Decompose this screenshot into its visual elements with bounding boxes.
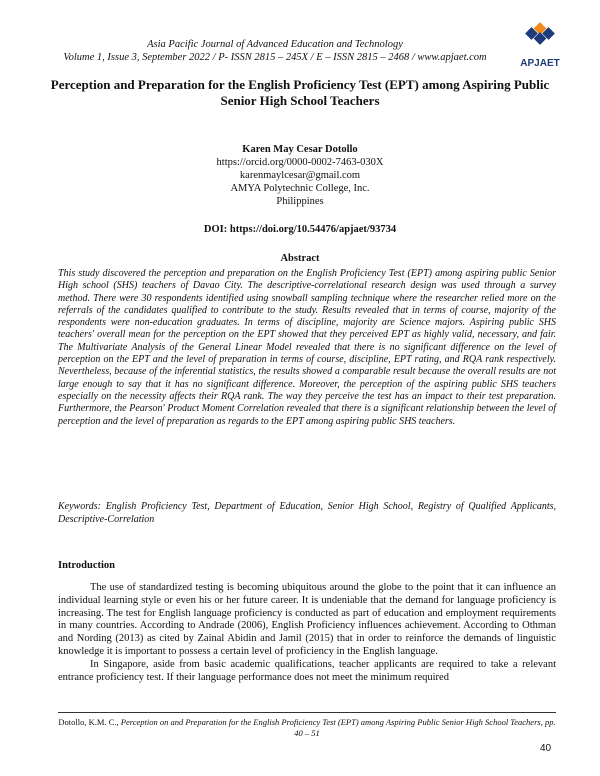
author-name: Karen May Cesar Dotollo (242, 144, 358, 155)
abstract-heading: Abstract (280, 253, 320, 264)
paper-title: Perception and Preparation for the English Proficiency Test (EPT) among Aspiring Public Senior High School Teachers (50, 77, 550, 108)
paragraph: In Singapore, aside from basic academic qualifications, teacher applicants are required to take a relevant entrance proficiency test. If their language performance does not meet the minimum required (58, 658, 556, 683)
doi: DOI: https://doi.org/10.54476/apjaet/93734 (203, 224, 397, 235)
author-orcid: https://orcid.org/0000-0002-7463-030X (216, 157, 384, 168)
page-number: 40 (540, 743, 552, 754)
paragraph: The use of standardized testing is becoming ubiquitous around the globe to the point that it can influence an individual learning style or even his or her future career. It is undeniable that the demand for language proficiency is increasing. The test for English language proficiency is conducted as part of education and employment requirements in many countries. According to Andrade (2006), English Proficiency influences achievement. According to Othman and Nording (2013) as cited by Zainal Abidin and Jamil (2015) that in order to reinforce the demands of linguistic knowledge it is important to possess a certain level of proficiency in the English language. (58, 582, 556, 657)
journal-header (40, 38, 510, 64)
author-country: Philippines (276, 196, 324, 207)
journal-name: Asia Pacific Journal of Advanced Education and Technology (147, 39, 403, 50)
author-affiliation: AMYA Polytechnic College, Inc. (230, 183, 370, 194)
abstract-text: This study discovered the perception and preparation on the English Proficiency Test (EPT) among aspiring public Senior High school (SHS) teachers of Davao City. The descriptive-correlational research design was used through a survey method. There were 30 respondents identified using snowball sampling technique where the researcher relied more on the referrals of the candidates qualified to contribute to the study. Results revealed that in terms of course, majority of the respondents were non-education graduates. In terms of discipline, majority are Science majors. Aspiring public SHS teachers' overall mean for the perception on the EPT showed that they perceived EPT as highly valid, necessary, and fair. The Multivariate Analysis of the General Linear Model revealed that there is no significant difference on the level of perception on the EPT and the level of preparation in terms of course, discipline, EPT rating, and RQA rank respectively. Nevertheless, because of the inferential statistics, the results showed a comparable result because the overall results are not large enough to say that it has no significant difference. Moreover, the perception of the aspiring public SHS teachers especially on the necessity affects their RQA rank. The way they perceive the test has an impact to their test preparation. Furthermore, the Pearson' Product Moment Correlation revealed that there is a significant relationship between the level of perception and the level of preparation as regards to the EPT among aspiring public SHS teachers. (58, 268, 556, 427)
keywords: Keywords: English Proficiency Test, Department of Education, Senior High School, Registry of Qualified Applicants, Descriptive-Correlation (58, 501, 556, 525)
citation-title: Perception on and Preparation for the English Proficiency Test (EPT) among Aspiring Public Senior High School Teachers, pp. 40 – 51 (120, 717, 556, 738)
citation-prefix: Dotollo, K.M. C., (58, 717, 121, 727)
logo-text: APJAET (520, 58, 560, 69)
footer-citation (58, 717, 556, 739)
author-email: karenmaylcesar@gmail.com (239, 170, 361, 181)
issue-line: Volume 1, Issue 3, September 2022 / P- ISSN 2815 – 245X / E – ISSN 2815 – 2468 / www.apjaet.com (63, 52, 487, 63)
introduction-heading: Introduction (58, 560, 115, 571)
author-block (0, 143, 600, 208)
introduction-body (58, 582, 556, 684)
footer-divider (58, 712, 556, 713)
